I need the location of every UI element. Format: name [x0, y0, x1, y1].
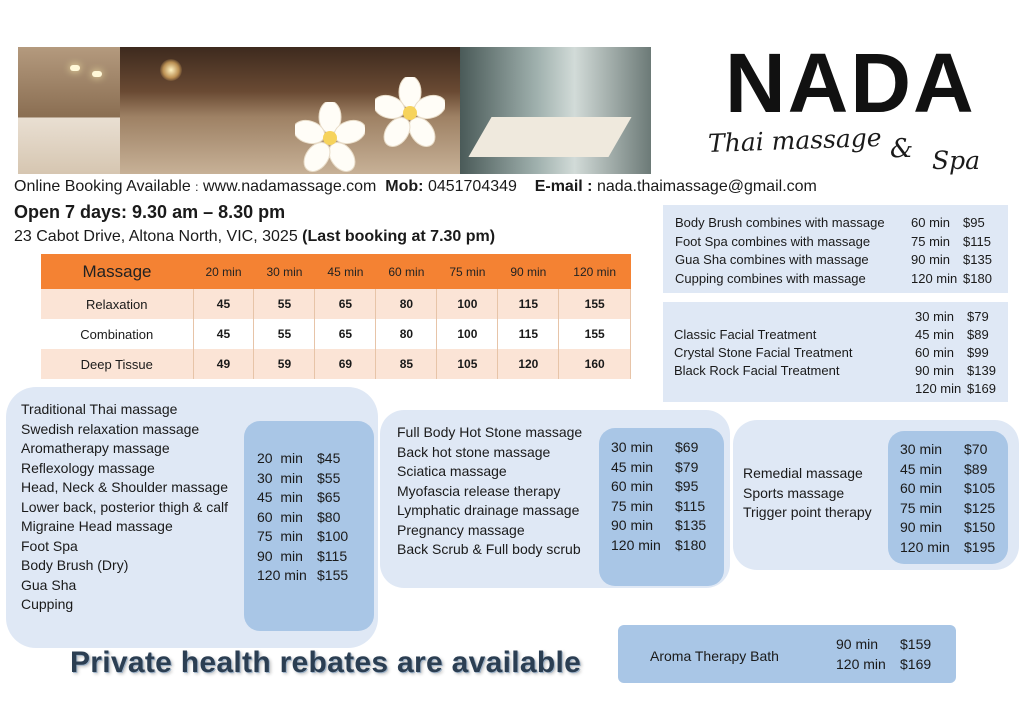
price-label: $195 — [964, 538, 996, 555]
list-item: Black Rock Facial Treatment — [674, 363, 840, 378]
thai-prices — [257, 449, 348, 586]
table-cell: 115 — [498, 289, 559, 319]
price-label: $69 — [675, 439, 699, 455]
list-item: Body Brush (Dry) — [21, 557, 129, 573]
price-label: $65 — [317, 489, 341, 505]
price-label: $100 — [317, 528, 349, 544]
price-row — [915, 380, 996, 398]
table-row — [41, 289, 631, 319]
time-label: 60 min — [611, 478, 654, 494]
table-header: 30 min — [254, 254, 315, 289]
table-cell: 105 — [437, 349, 498, 379]
massage-bed — [468, 117, 631, 157]
last-booking: (Last booking at 7.30 pm) — [302, 228, 496, 245]
list-item: Body Brush combines with massage — [675, 215, 885, 230]
price-label: $105 — [964, 480, 996, 496]
price-row — [257, 527, 348, 547]
table-row — [41, 319, 631, 349]
frangipani-flower — [295, 102, 365, 172]
list-item: Full Body Hot Stone massage — [397, 424, 583, 440]
price-row — [257, 469, 348, 489]
hot-stone-list — [397, 423, 582, 560]
price-label: $150 — [964, 519, 996, 535]
table-cell: 120 — [498, 349, 559, 379]
list-item: Swedish relaxation massage — [21, 420, 200, 437]
time-label: 120 min — [915, 381, 962, 396]
price-label: $135 — [963, 252, 992, 267]
list-item: Migraine Head massage — [21, 518, 173, 534]
list-item: Trigger point therapy — [743, 504, 872, 520]
list-item: Sports massage — [743, 484, 845, 501]
price-row — [900, 460, 995, 480]
thai-massage-panel — [6, 387, 378, 648]
price-label: $79 — [675, 458, 699, 475]
list-item: Aromatherapy massage — [21, 440, 170, 456]
price-row — [257, 566, 348, 586]
time-label: 30 min — [900, 441, 943, 457]
price-label: $79 — [967, 309, 989, 324]
table-cell: 155 — [559, 289, 631, 319]
spa-room-photo — [18, 47, 120, 174]
hot-stone-prices — [611, 438, 706, 555]
list-item: Myofascia release therapy — [397, 482, 561, 499]
table-header-row — [41, 254, 631, 289]
price-row — [911, 233, 992, 252]
frangipani-flower — [375, 77, 445, 147]
table-cell: 115 — [498, 319, 559, 349]
remedial-panel — [733, 420, 1019, 570]
remedial-prices — [900, 440, 995, 557]
website-link[interactable]: www.nadamassage.com — [202, 178, 377, 195]
time-label: 120 min — [257, 567, 307, 583]
table-cell: 80 — [376, 319, 437, 349]
flower-towel-photo — [120, 47, 460, 174]
list-item: Classic Facial Treatment — [674, 327, 817, 342]
price-row — [900, 499, 995, 519]
list-item: Cupping — [21, 596, 74, 612]
list-item: Sciatica massage — [397, 463, 507, 479]
price-label: $45 — [317, 450, 341, 466]
bath-name: Aroma Therapy Bath — [650, 648, 779, 664]
price-row — [915, 308, 996, 326]
list-item: Foot Spa combines with massage — [675, 233, 871, 249]
table-cell: 49 — [193, 349, 254, 379]
table-header: 45 min — [315, 254, 376, 289]
list-item: Reflexology massage — [21, 459, 155, 476]
time-label: 120 min — [836, 655, 886, 672]
price-row — [611, 477, 706, 497]
list-item: Foot Spa — [21, 537, 78, 554]
thai-price-box — [244, 421, 374, 631]
table-cell: 55 — [254, 319, 315, 349]
table-header: Massage — [41, 254, 193, 289]
time-label: 45 min — [257, 489, 303, 505]
massage-price-table — [41, 254, 631, 379]
price-label: $135 — [675, 517, 707, 533]
table-row — [41, 349, 631, 379]
time-label: 90 min — [836, 636, 879, 652]
email-link[interactable]: nada.thaimassage@gmail.com — [596, 178, 817, 195]
combo-price-panel — [663, 205, 1008, 293]
combo-names — [675, 214, 885, 288]
price-row — [900, 518, 995, 538]
hot-stone-price-box — [599, 428, 724, 586]
price-label: $159 — [900, 636, 932, 652]
price-label: $55 — [317, 469, 341, 486]
price-label: $95 — [963, 215, 985, 230]
remedial-list — [743, 464, 872, 523]
price-row — [915, 326, 996, 344]
mobile-number[interactable]: 0451704349 — [427, 178, 517, 195]
brand-ampersand: & — [890, 134, 914, 164]
facial-prices — [915, 308, 996, 398]
time-label: 90 min — [900, 519, 943, 535]
hot-stone-panel — [380, 410, 730, 588]
price-row — [911, 214, 992, 233]
table-cell: 100 — [437, 289, 498, 319]
price-row — [611, 497, 706, 517]
price-label: $155 — [317, 567, 349, 583]
table-header: 120 min — [559, 254, 631, 289]
table-cell: Relaxation — [41, 289, 193, 319]
time-label: 20 min — [257, 450, 303, 466]
price-label: $89 — [967, 327, 989, 342]
price-label: $115 — [317, 547, 348, 564]
facial-price-panel — [663, 302, 1008, 402]
contact-line — [14, 178, 817, 196]
facial-names — [674, 326, 852, 380]
price-row — [900, 479, 995, 499]
price-label: $125 — [964, 499, 996, 516]
table-cell: Deep Tissue — [41, 349, 193, 379]
wall-lamp — [92, 71, 102, 77]
price-label: $169 — [900, 655, 932, 672]
table-cell: 85 — [376, 349, 437, 379]
price-label: $169 — [967, 381, 996, 396]
treatment-room-photo — [460, 47, 651, 174]
price-label: $95 — [675, 478, 699, 494]
list-item: Gua Sha — [21, 576, 77, 593]
remedial-price-box — [888, 431, 1008, 564]
candle-glow — [160, 59, 182, 81]
list-item: Traditional Thai massage — [21, 401, 178, 417]
price-row — [257, 449, 348, 469]
list-item: Back Scrub & Full body scrub — [397, 541, 581, 557]
booking-separator: : — [195, 180, 199, 194]
time-label: 120 min — [911, 270, 958, 286]
email-label: E-mail : — [534, 178, 593, 195]
booking-label: Online Booking Available — [14, 178, 191, 195]
time-label: 90 min — [915, 363, 955, 378]
time-label: 30 min — [257, 469, 303, 486]
time-label: 60 min — [915, 345, 955, 360]
table-cell: 65 — [315, 289, 376, 319]
time-label: 90 min — [257, 547, 303, 564]
brand-tagline-thai: Thai massage — [707, 122, 883, 159]
price-row — [257, 488, 348, 508]
aroma-bath-panel — [618, 625, 956, 683]
price-row — [611, 536, 706, 556]
table-cell: Combination — [41, 319, 193, 349]
list-item: Gua Sha combines with massage — [675, 252, 869, 267]
table-cell: 80 — [376, 289, 437, 319]
price-row — [900, 440, 995, 460]
table-cell: 55 — [254, 289, 315, 319]
price-label: $70 — [964, 441, 988, 457]
list-item: Crystal Stone Facial Treatment — [674, 345, 853, 360]
price-row — [836, 635, 931, 655]
price-row — [257, 547, 348, 567]
price-row — [911, 270, 992, 289]
table-cell: 155 — [559, 319, 631, 349]
time-label: 120 min — [611, 536, 661, 553]
wall-lamp — [70, 65, 80, 71]
price-label: $180 — [963, 270, 992, 286]
price-label: $115 — [675, 497, 706, 514]
price-label: $89 — [964, 460, 988, 477]
table-cell: 69 — [315, 349, 376, 379]
combo-prices — [911, 214, 992, 288]
mob-label: Mob: — [385, 178, 424, 195]
table-header: 75 min — [437, 254, 498, 289]
time-label: 120 min — [900, 538, 950, 555]
price-row — [836, 655, 931, 675]
table-cell: 45 — [193, 289, 254, 319]
brand-tagline-spa: Spa — [932, 146, 981, 175]
opening-hours: Open 7 days: 9.30 am – 8.30 pm — [14, 202, 286, 222]
price-label: $139 — [967, 363, 996, 378]
table-header: 20 min — [193, 254, 254, 289]
table-cell: 160 — [559, 349, 631, 379]
brand-logo: NADA — [725, 36, 976, 130]
price-row — [611, 458, 706, 478]
time-label: 75 min — [611, 497, 654, 514]
price-row — [611, 438, 706, 458]
list-item: Head, Neck & Shoulder massage — [21, 479, 228, 495]
table-cell: 65 — [315, 319, 376, 349]
list-item: Lymphatic drainage massage — [397, 502, 580, 518]
table-header: 90 min — [498, 254, 559, 289]
time-label: 75 min — [911, 233, 951, 249]
time-label: 60 min — [900, 480, 943, 496]
list-item: Pregnancy massage — [397, 521, 525, 538]
time-label: 90 min — [911, 252, 951, 267]
time-label: 60 min — [911, 215, 951, 230]
time-label: 30 min — [915, 309, 955, 324]
time-label: 45 min — [611, 458, 654, 475]
table-cell: 45 — [193, 319, 254, 349]
time-label: 75 min — [900, 499, 943, 516]
list-item: Cupping combines with massage — [675, 270, 866, 286]
price-row — [900, 538, 995, 558]
time-label: 30 min — [611, 439, 654, 455]
table-header: 60 min — [376, 254, 437, 289]
address-line — [14, 228, 495, 246]
list-item: Remedial massage — [743, 465, 863, 481]
list-item: Back hot stone massage — [397, 443, 551, 460]
price-row — [915, 362, 996, 380]
time-label: 60 min — [257, 508, 303, 525]
price-row — [611, 516, 706, 536]
price-label: $99 — [967, 345, 989, 360]
thai-massage-list — [21, 400, 228, 615]
time-label: 45 min — [915, 327, 955, 342]
price-row — [911, 251, 992, 270]
table-cell: 59 — [254, 349, 315, 379]
price-row — [915, 344, 996, 362]
price-row — [257, 508, 348, 528]
price-label: $180 — [675, 536, 707, 553]
bath-prices — [836, 635, 931, 674]
photo-strip — [18, 47, 651, 174]
time-label: 75 min — [257, 528, 303, 544]
health-rebate-notice: Private health rebates are available — [70, 646, 582, 679]
list-item: Lower back, posterior thigh & calf — [21, 498, 228, 515]
address: 23 Cabot Drive, Altona North, VIC, 3025 — [14, 228, 298, 245]
price-label: $115 — [963, 233, 991, 249]
time-label: 45 min — [900, 460, 943, 477]
time-label: 90 min — [611, 517, 654, 533]
price-label: $80 — [317, 508, 341, 525]
table-cell: 100 — [437, 319, 498, 349]
